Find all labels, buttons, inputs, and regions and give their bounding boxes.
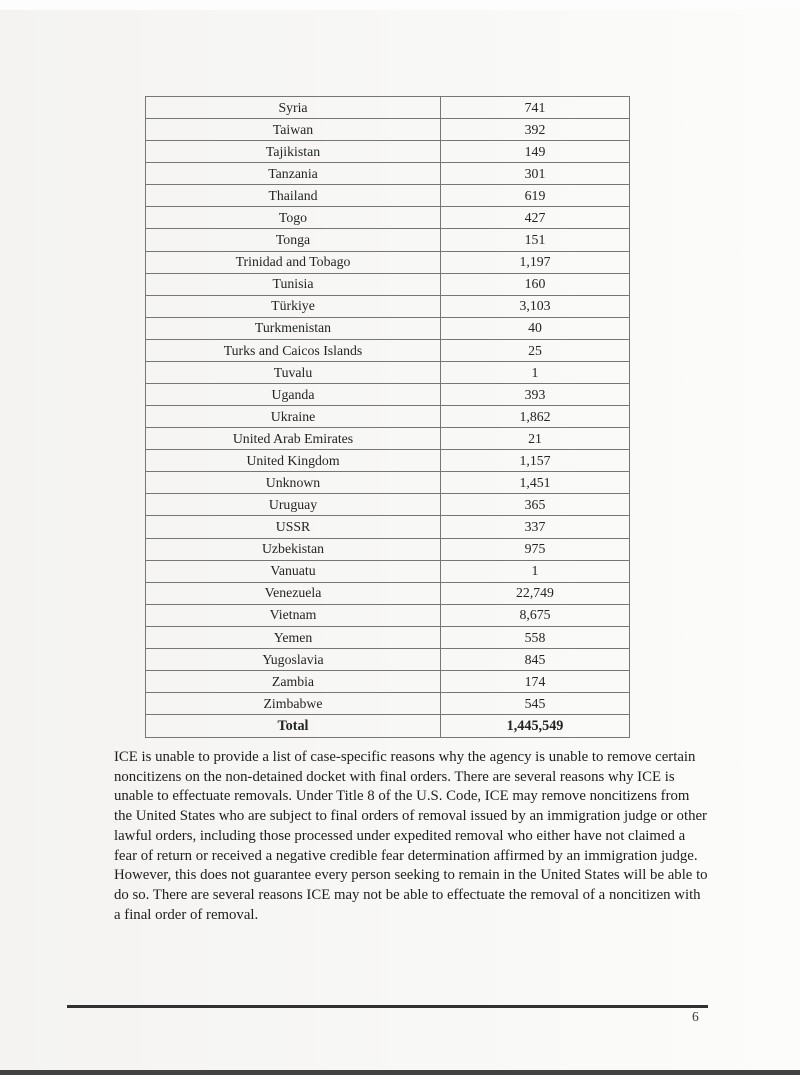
count-cell: 975 (441, 538, 630, 560)
count-cell: 427 (441, 207, 630, 229)
count-cell: 301 (441, 163, 630, 185)
count-cell: 545 (441, 693, 630, 715)
table-row (146, 295, 630, 317)
table-row (146, 406, 630, 428)
country-cell: Togo (146, 207, 441, 229)
table-row (146, 648, 630, 670)
country-cell: Zimbabwe (146, 693, 441, 715)
count-cell: 25 (441, 339, 630, 361)
table-row (146, 494, 630, 516)
table-row (146, 229, 630, 251)
country-cell: United Kingdom (146, 450, 441, 472)
table-row (146, 163, 630, 185)
count-cell: 1,197 (441, 251, 630, 273)
country-cell: Uzbekistan (146, 538, 441, 560)
count-cell: 149 (441, 141, 630, 163)
country-cell: Tunisia (146, 273, 441, 295)
table-row (146, 251, 630, 273)
count-cell: 21 (441, 428, 630, 450)
country-cell: USSR (146, 516, 441, 538)
table-total-row (146, 715, 630, 738)
count-cell: 619 (441, 185, 630, 207)
table-row (146, 626, 630, 648)
country-cell: Tonga (146, 229, 441, 251)
table-row (146, 516, 630, 538)
table-row (146, 119, 630, 141)
count-cell: 40 (441, 317, 630, 339)
country-cell: Tuvalu (146, 361, 441, 383)
count-cell: 1 (441, 361, 630, 383)
table-row (146, 582, 630, 604)
country-cell: Tanzania (146, 163, 441, 185)
total-label-cell: Total (146, 715, 441, 738)
table-row (146, 538, 630, 560)
country-cell: Unknown (146, 472, 441, 494)
scan-top-strip (0, 0, 800, 10)
country-cell: United Arab Emirates (146, 428, 441, 450)
country-cell: Venezuela (146, 582, 441, 604)
table-row (146, 450, 630, 472)
count-cell: 151 (441, 229, 630, 251)
table-row (146, 384, 630, 406)
count-cell: 1,862 (441, 406, 630, 428)
body-paragraph: ICE is unable to provide a list of case-specific reasons why the agency is unable to remove certain noncitizens on the non-detained docket with final orders. There are several reasons why ICE is unable to effectuate removals. Under Title 8 of the U.S. Code, ICE may remove noncitizens from the United States who are subject to final orders of removal issued by an immigration judge or other lawful orders, including those processed under expedited removal who either have not claimed a fear of return or received a negative credible fear determination affirmed by an immigration judge. However, this does not guarantee every person seeking to remain in the United States will be able to do so. There are several reasons ICE may not be able to effectuate the removal of a noncitizen with a final order of removal. (114, 749, 708, 923)
count-cell: 174 (441, 671, 630, 693)
table-row (146, 339, 630, 361)
count-cell: 741 (441, 97, 630, 119)
country-cell: Thailand (146, 185, 441, 207)
count-cell: 160 (441, 273, 630, 295)
country-cell: Uganda (146, 384, 441, 406)
page-number: 6 (692, 1009, 699, 1024)
footer-rule (67, 1005, 708, 1008)
table-row (146, 428, 630, 450)
table-row (146, 317, 630, 339)
count-cell: 22,749 (441, 582, 630, 604)
count-cell: 3,103 (441, 295, 630, 317)
table-row (146, 207, 630, 229)
count-cell: 8,675 (441, 604, 630, 626)
count-cell: 1,157 (441, 450, 630, 472)
screenshot-bottom-bar (0, 1070, 800, 1075)
country-cell: Turkmenistan (146, 317, 441, 339)
table-row (146, 273, 630, 295)
count-cell: 365 (441, 494, 630, 516)
count-cell: 337 (441, 516, 630, 538)
table-row (146, 185, 630, 207)
table-body (146, 97, 630, 738)
count-cell: 392 (441, 119, 630, 141)
count-cell: 558 (441, 626, 630, 648)
count-cell: 1 (441, 560, 630, 582)
country-cell: Türkiye (146, 295, 441, 317)
country-cell: Tajikistan (146, 141, 441, 163)
country-cell: Ukraine (146, 406, 441, 428)
country-cell: Yemen (146, 626, 441, 648)
country-count-table (145, 96, 630, 738)
count-cell: 845 (441, 648, 630, 670)
table-row (146, 604, 630, 626)
country-cell: Uruguay (146, 494, 441, 516)
country-cell: Vietnam (146, 604, 441, 626)
table-row (146, 671, 630, 693)
table-row (146, 693, 630, 715)
country-cell: Zambia (146, 671, 441, 693)
table-row (146, 97, 630, 119)
table-row (146, 141, 630, 163)
country-cell: Turks and Caicos Islands (146, 339, 441, 361)
country-cell: Syria (146, 97, 441, 119)
count-cell: 393 (441, 384, 630, 406)
country-cell: Vanuatu (146, 560, 441, 582)
country-cell: Trinidad and Tobago (146, 251, 441, 273)
table-row (146, 560, 630, 582)
country-cell: Taiwan (146, 119, 441, 141)
table-row (146, 361, 630, 383)
table-row (146, 472, 630, 494)
count-cell: 1,451 (441, 472, 630, 494)
total-count-cell: 1,445,549 (441, 715, 630, 738)
country-cell: Yugoslavia (146, 648, 441, 670)
